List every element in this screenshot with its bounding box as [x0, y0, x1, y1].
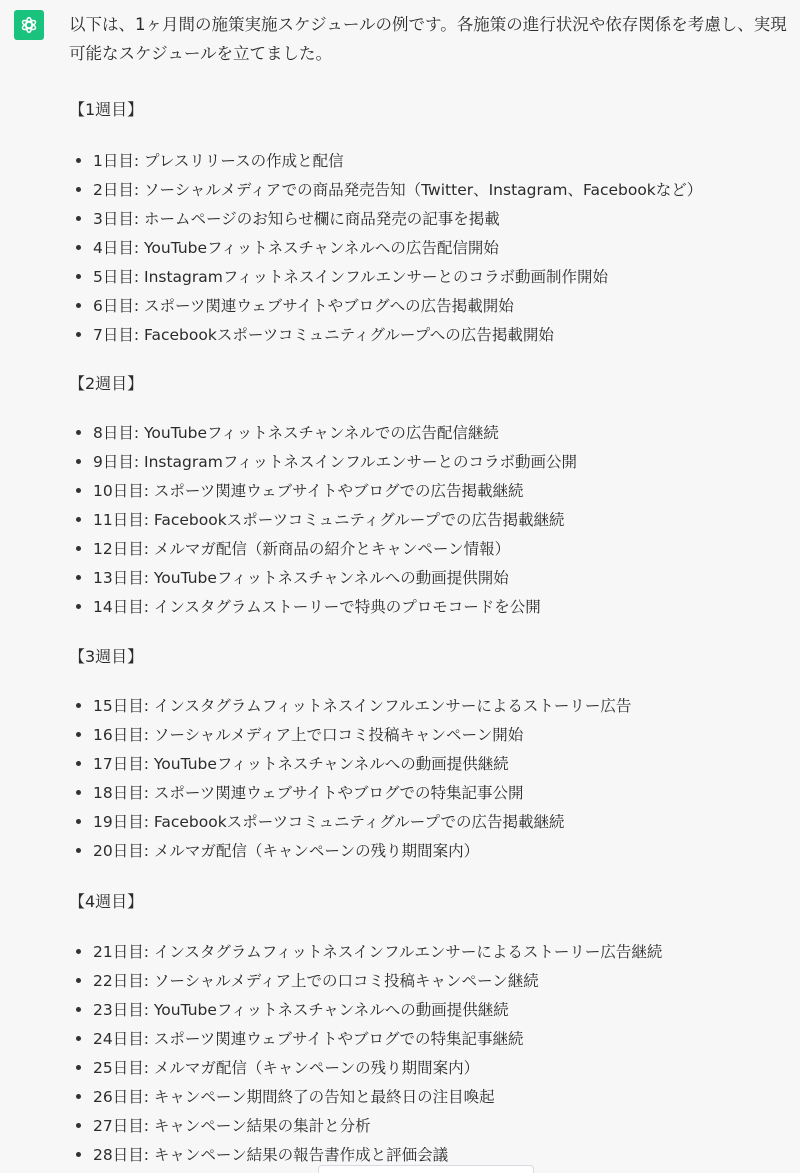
day-item: 6日目: スポーツ関連ウェブサイトやブログへの広告掲載開始 [69, 292, 787, 321]
intro-text: 以下は、1ヶ月間の施策実施スケジュールの例です。各施策の進行状況や依存関係を考慮し、実現可能なスケジュールを立てました。 [69, 15, 787, 63]
day-list [69, 147, 787, 350]
day-item: 25日目: メルマガ配信（キャンペーンの残り期間案内） [69, 1054, 787, 1083]
day-item: 4日目: YouTubeフィットネスチャンネルへの広告配信開始 [69, 234, 787, 263]
schedule [69, 98, 787, 1170]
day-item: 22日目: ソーシャルメディア上での口コミ投稿キャンペーン継続 [69, 967, 787, 996]
day-item: 17日目: YouTubeフィットネスチャンネルへの動画提供継続 [69, 750, 787, 779]
openai-logo-icon [18, 14, 40, 36]
day-item: 21日目: インスタグラムフィットネスインフルエンサーによるストーリー広告継続 [69, 938, 787, 967]
day-item: 9日目: Instagramフィットネスインフルエンサーとのコラボ動画公開 [69, 448, 787, 477]
week-heading: 【4週目】 [69, 892, 144, 911]
day-item: 19日目: Facebookスポーツコミュニティグループでの広告掲載継続 [69, 808, 787, 837]
regenerate-button[interactable] [318, 1165, 534, 1173]
message-content [69, 10, 787, 1170]
week-heading: 【1週目】 [69, 100, 144, 119]
day-item: 27日目: キャンペーン結果の集計と分析 [69, 1112, 787, 1141]
day-item: 14日目: インスタグラムストーリーで特典のプロモコードを公開 [69, 593, 787, 622]
day-list [69, 692, 787, 866]
day-item: 8日目: YouTubeフィットネスチャンネルでの広告配信継続 [69, 419, 787, 448]
week-heading: 【3週目】 [69, 647, 144, 666]
day-item: 2日目: ソーシャルメディアでの商品発売告知（Twitter、Instagram、Facebookなど） [69, 176, 787, 205]
day-item: 23日目: YouTubeフィットネスチャンネルへの動画提供継続 [69, 996, 787, 1025]
day-item: 5日目: Instagramフィットネスインフルエンサーとのコラボ動画制作開始 [69, 263, 787, 292]
day-item: 7日目: Facebookスポーツコミュニティグループへの広告掲載開始 [69, 321, 787, 350]
week-heading: 【2週目】 [69, 374, 144, 393]
day-item: 3日目: ホームページのお知らせ欄に商品発売の記事を掲載 [69, 205, 787, 234]
day-item: 11日目: Facebookスポーツコミュニティグループでの広告掲載継続 [69, 506, 787, 535]
day-list [69, 938, 787, 1170]
day-item: 10日目: スポーツ関連ウェブサイトやブログでの広告掲載継続 [69, 477, 787, 506]
day-item: 24日目: スポーツ関連ウェブサイトやブログでの特集記事継続 [69, 1025, 787, 1054]
day-item: 12日目: メルマガ配信（新商品の紹介とキャンペーン情報） [69, 535, 787, 564]
day-item: 28日目: キャンペーン結果の報告書作成と評価会議 [69, 1141, 787, 1170]
day-item: 18日目: スポーツ関連ウェブサイトやブログでの特集記事公開 [69, 779, 787, 808]
day-item: 15日目: インスタグラムフィットネスインフルエンサーによるストーリー広告 [69, 692, 787, 721]
day-item: 13日目: YouTubeフィットネスチャンネルへの動画提供開始 [69, 564, 787, 593]
day-list [69, 419, 787, 622]
assistant-avatar [14, 10, 44, 40]
day-item: 20日目: メルマガ配信（キャンペーンの残り期間案内） [69, 837, 787, 866]
day-item: 26日目: キャンペーン期間終了の告知と最終日の注目喚起 [69, 1083, 787, 1112]
day-item: 1日目: プレスリリースの作成と配信 [69, 147, 787, 176]
day-item: 16日目: ソーシャルメディア上で口コミ投稿キャンペーン開始 [69, 721, 787, 750]
